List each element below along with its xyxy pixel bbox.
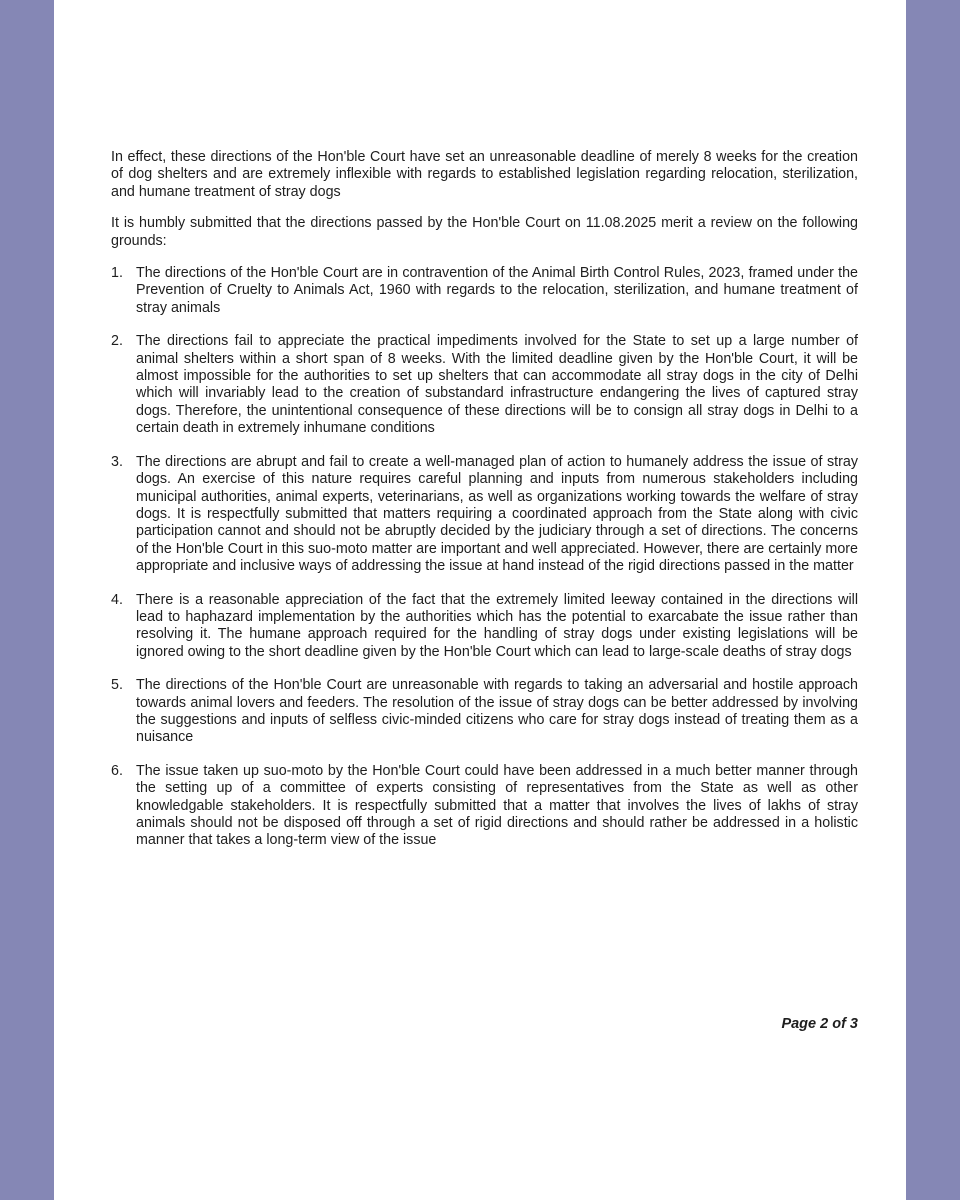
ground-text: The issue taken up suo-moto by the Hon'ble Court could have been addressed in a much better manner through the setting up of a committee of experts consisting of representatives from the State as well as other knowledgable stakeholders. It is respectfully submitted that a matter that involves the lives of lakhs of stray animals should not be disposed off through a set of rigid directions and should rather be addressed in a holistic manner that takes a long-term view of the issue: [136, 762, 858, 849]
ground-text: The directions are abrupt and fail to create a well-managed plan of action to humanely address the issue of stray dogs. An exercise of this nature requires careful planning and inputs from numerous stakeholders including municipal authorities, animal experts, veterinarians, as well as organizations working towards the welfare of stray dogs. It is respectfully submitted that matters requiring a coordinated approach from the State along with civic participation cannot and should not be abruptly decided by the judiciary through a set of directions. The concerns of the Hon'ble Court in this suo-moto matter are important and well appreciated. However, there are certainly more appropriate and inclusive ways of addressing the issue at hand instead of the rigid directions passed in the matter: [136, 453, 858, 575]
ground-text: The directions of the Hon'ble Court are unreasonable with regards to taking an adversarial and hostile approach towards animal lovers and feeders. The resolution of the issue of stray dogs can be better addressed by involving the suggestions and inputs of selfless civic-minded citizens who care for stray dogs instead of treating them as a nuisance: [136, 677, 858, 746]
ground-number: 4.: [111, 591, 123, 608]
document-page: [54, 0, 906, 1200]
grounds-list: [111, 265, 858, 850]
page-number-label: Page 2 of 3: [781, 1016, 858, 1032]
ground-number: 2.: [111, 333, 123, 350]
ground-text: The directions fail to appreciate the practical impediments involved for the State to set up a large number of animal shelters within a short span of 8 weeks. With the limited deadline given by the Hon'ble Court, it will be almost impossible for the authorities to set up shelters that can accommodate all stray dogs in the city of Delhi which will invariably lead to the creation of substandard infrastructure endangering the lives of captured stray dogs. Therefore, the unintentional consequence of these directions will be to consign all stray dogs in Delhi to a certain death in extremely inhumane conditions: [136, 333, 858, 437]
ground-text: There is a reasonable appreciation of the fact that the extremely limited leeway contained in the directions will lead to haphazard implementation by the authorities which has the potential to exarcabate the issue rather than resolving it. The humane approach required for the handling of stray dogs under existing legislations will be ignored owing to the short deadline given by the Hon'ble Court which can lead to large-scale deaths of stray dogs: [136, 591, 858, 660]
ground-item-6: [111, 763, 858, 850]
ground-item-1: [111, 265, 858, 317]
ground-item-5: [111, 677, 858, 747]
ground-number: 6.: [111, 762, 123, 779]
lead-paragraph: It is humbly submitted that the directions passed by the Hon'ble Court on 11.08.2025 merit a review on the following grounds:: [111, 215, 858, 249]
ground-number: 3.: [111, 453, 123, 470]
ground-item-3: [111, 454, 858, 576]
intro-paragraph: In effect, these directions of the Hon'ble Court have set an unreasonable deadline of merely 8 weeks for the creation of dog shelters and are extremely inflexible with regards to established legislation regarding relocation, sterilization, and humane treatment of stray dogs: [111, 149, 858, 200]
ground-number: 1.: [111, 265, 123, 282]
ground-item-4: [111, 592, 858, 662]
ground-item-2: [111, 333, 858, 437]
ground-text: The directions of the Hon'ble Court are in contravention of the Animal Birth Control Rules, 2023, framed under the Prevention of Cruelty to Animals Act, 1960 with regards to the relocation, sterilization, and humane treatment of stray animals: [136, 265, 858, 316]
ground-number: 5.: [111, 677, 123, 694]
